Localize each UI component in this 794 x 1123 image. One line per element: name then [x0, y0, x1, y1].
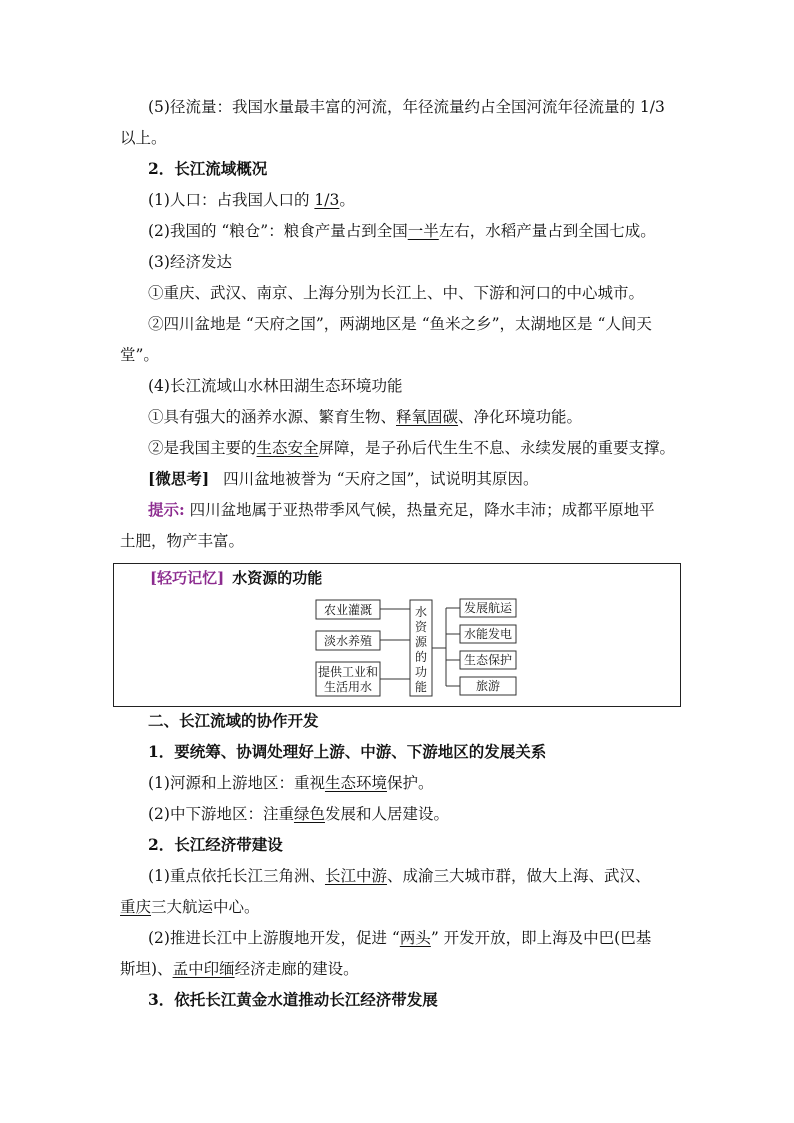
underlined-answer: 1/3 — [314, 191, 340, 209]
text: 经济走廊的建设。 — [234, 960, 359, 978]
text: 左右，水稻产量占到全国七成。 — [438, 222, 656, 240]
underlined-answer: 生态安全 — [256, 439, 319, 457]
right-label-navigation: 发展航运 — [463, 601, 513, 615]
underlined-answer: 两头 — [399, 929, 431, 947]
water-function-diagram — [114, 564, 680, 706]
hint-answer-cont: 土肥，物产丰富。 — [120, 532, 245, 550]
heading-economic-belt: 2．长江经济带建设 — [148, 835, 283, 854]
paragraph-hinterland — [148, 927, 708, 949]
text: 三大航运中心。 — [151, 898, 260, 916]
right-label-tourism: 旅游 — [475, 679, 501, 693]
heading-yangtze-overview: 2．长江流域概况 — [148, 159, 268, 178]
underlined-answer: 一半 — [407, 222, 439, 240]
text: (2)我国的 “粮仓”：粮食产量占到全国 — [148, 222, 408, 240]
paragraph-population — [148, 189, 708, 211]
paragraph-runoff: (5)径流量：我国水量最丰富的河流，年径流量约占全国河流年径流量的 1/3 — [148, 98, 665, 116]
text: 。 — [339, 191, 355, 209]
text: 保护。 — [386, 774, 434, 792]
text: 、成渝三大城市群，做大上海、武汉、 — [386, 867, 651, 885]
paragraph-economy-cities: ①重庆、武汉、南京、上海分别为长江上、中、下游和河口的中心城市。 — [148, 284, 645, 302]
text: ” 开发开放，即上海及中巴(巴基 — [430, 929, 652, 947]
paragraph-downstream — [148, 803, 708, 825]
paragraph-economy-regions-cont: 堂”。 — [120, 346, 159, 364]
memory-title: 水资源的功能 — [232, 569, 323, 587]
paragraph-ecology-functions — [148, 406, 708, 428]
heading-golden-waterway: 3．依托长江黄金水道推动长江经济带发展 — [148, 990, 438, 1009]
think-tag: [微思考] — [148, 469, 210, 488]
paragraph-economy: (3)经济发达 — [148, 253, 232, 271]
left-label-irrigation: 农业灌溉 — [323, 603, 373, 617]
paragraph-city-clusters-cont — [120, 896, 680, 918]
text: 四川盆地属于亚热带季风气候，热量充足，降水丰沛；成都平原地平 — [184, 501, 655, 519]
text: 、净化环境功能。 — [458, 408, 583, 426]
paragraph-hinterland-cont — [120, 958, 680, 980]
underlined-answer: 绿色 — [293, 805, 325, 823]
right-label-hydropower: 水能发电 — [463, 627, 513, 641]
hint-tag: 提示: — [148, 500, 185, 519]
paragraph-upstream — [148, 772, 708, 794]
paragraph-ecology: (4)长江流域山水林田湖生态环境功能 — [148, 377, 403, 395]
paragraph-granary — [148, 220, 708, 242]
right-label-ecology: 生态保护 — [463, 653, 513, 667]
hint-answer — [148, 499, 708, 521]
text: (1)河源和上游地区：重视 — [148, 774, 325, 792]
text: 发展和人居建设。 — [324, 805, 449, 823]
underlined-answer: 重庆 — [120, 898, 152, 916]
memory-box — [113, 563, 681, 707]
left-label-industry: 提供工业和 — [317, 665, 379, 679]
left-label-aquaculture: 淡水养殖 — [323, 634, 373, 648]
memory-tag: [轻巧记忆] — [150, 569, 225, 587]
paragraph-economy-regions: ②四川盆地是 “天府之国”，两湖地区是 “鱼米之乡”，太湖地区是 “人间天 — [148, 315, 652, 333]
underlined-answer: 释氧固碳 — [396, 408, 459, 426]
text: (2)推进长江中上游腹地开发，促进 “ — [148, 929, 400, 947]
text: (1)人口：占我国人口的 — [148, 191, 315, 209]
underlined-answer: 孟中印缅 — [172, 960, 235, 978]
text: ①具有强大的涵养水源、繁育生物、 — [148, 408, 397, 426]
text: 斯坦)、 — [120, 960, 173, 978]
paragraph-ecology-barrier — [148, 437, 708, 459]
paragraph-city-clusters — [148, 865, 708, 887]
think-question — [148, 468, 708, 490]
left-label-domestic: 生活用水 — [323, 680, 373, 694]
text: (1)重点依托长江三角洲、 — [148, 867, 325, 885]
paragraph-runoff-cont: 以上。 — [120, 129, 167, 147]
text: 屏障，是子孙后代生生不息、永续发展的重要支撑。 — [318, 439, 676, 457]
text: ②是我国主要的 — [148, 439, 257, 457]
heading-coordinate: 1．要统筹、协调处理好上游、中游、下游地区的发展关系 — [148, 742, 547, 761]
center-char: 源 — [414, 635, 428, 649]
center-char: 的 — [414, 650, 428, 664]
underlined-answer: 生态环境 — [324, 774, 387, 792]
text: (2)中下游地区：注重 — [148, 805, 294, 823]
center-char: 水 — [414, 605, 428, 619]
text: 四川盆地被誉为 “天府之国”，试说明其原因。 — [223, 470, 539, 488]
heading-cooperation: 二、长江流域的协作开发 — [148, 711, 319, 730]
center-char: 能 — [414, 680, 428, 694]
underlined-answer: 长江中游 — [324, 867, 387, 885]
center-char: 功 — [414, 665, 428, 679]
center-char: 资 — [414, 620, 428, 634]
